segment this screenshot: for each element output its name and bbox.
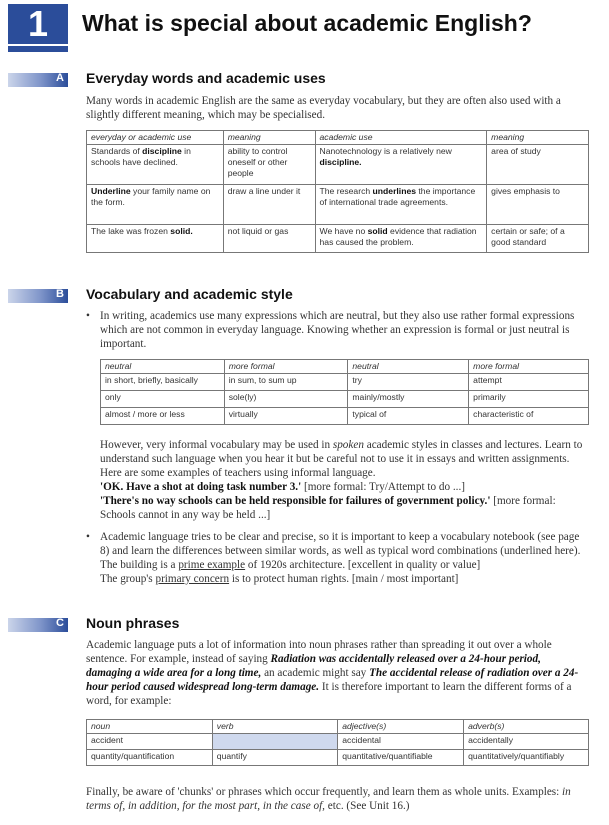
- table-cell: quantify: [212, 750, 337, 766]
- table-header-cell: academic use: [315, 131, 487, 145]
- table-cell: quantitatively/quantifiably: [464, 750, 589, 766]
- unit-accent-bar: [8, 46, 68, 52]
- cell-text: in schools have declined.: [91, 146, 191, 167]
- cell-keyword: solid: [367, 226, 388, 236]
- section-c-title: Noun phrases: [86, 615, 180, 631]
- table-header-cell: meaning: [223, 131, 315, 145]
- cell-text: Nanotechnology is a relatively new: [319, 146, 452, 156]
- table-cell: try: [348, 374, 469, 391]
- table-header-cell: meaning: [487, 131, 589, 145]
- section-b-title: Vocabulary and academic style: [86, 286, 293, 302]
- bullet-text-block: [100, 530, 586, 586]
- para-text: is to protect human rights. [main / most important]: [229, 573, 459, 585]
- section-c-table: [86, 719, 589, 766]
- section-b-bullet-1: [86, 309, 586, 351]
- section-b-table: [100, 359, 589, 425]
- example-quote: 'There's no way schools can be held responsible for failures of government policy.': [100, 495, 491, 507]
- cell-keyword: Underline: [91, 186, 131, 196]
- page-title: What is special about academic English?: [82, 10, 532, 36]
- table-header-cell: neutral: [348, 360, 469, 374]
- para-text: It is therefore important to learn the different forms of a word, for example:: [86, 681, 572, 707]
- table-cell: gives emphasis to: [487, 185, 589, 225]
- example-1: [100, 480, 588, 494]
- cell-text: Standards of: [91, 146, 143, 156]
- cell-keyword: underlines: [372, 186, 417, 196]
- section-b-informal-paragraph: [100, 438, 588, 522]
- cell-keyword: discipline: [142, 146, 182, 156]
- cell-text: your family name on the form.: [91, 186, 211, 207]
- table-row: [87, 225, 589, 253]
- table-header-cell: more formal: [469, 360, 589, 374]
- para-text: The group's: [100, 573, 156, 585]
- table-cell: accident: [87, 734, 213, 750]
- para-italic: spoken: [332, 439, 364, 451]
- informal-text: [100, 438, 588, 480]
- table-cell: accidental: [338, 734, 464, 750]
- cell-text: The research: [319, 186, 373, 196]
- table-cell: [87, 225, 224, 253]
- section-c-paragraph: [86, 638, 586, 708]
- section-c-letter: C: [56, 617, 64, 629]
- noun-phrase-text: [86, 638, 586, 708]
- cell-text: evidence that radiation has caused the problem.: [319, 226, 477, 247]
- example-note: [more formal: Try/Attempt to do ...]: [301, 481, 465, 493]
- table-header-cell: everyday or academic use: [87, 131, 224, 145]
- table-cell-empty: [212, 734, 337, 750]
- section-b-header: [8, 286, 508, 303]
- table-cell: [87, 185, 224, 225]
- table-row: [87, 185, 589, 225]
- section-a-table: [86, 130, 589, 253]
- section-a-intro: [86, 94, 586, 122]
- table-cell: ability to control oneself or other people: [223, 145, 315, 185]
- table-cell: [87, 145, 224, 185]
- para-italic: in terms of, in addition, for the most part, in the case of,: [86, 786, 571, 812]
- table-header-row: [87, 720, 589, 734]
- table-cell: area of study: [487, 145, 589, 185]
- para-text: an academic might say: [261, 667, 370, 679]
- example-italic: The accidental release of radiation over a 24-hour period caused widespread long-term damage.: [86, 667, 579, 693]
- table-row: [87, 750, 589, 766]
- para-text: Academic language puts a lot of information into noun phrases rather than spreading it out over a whole sentence. For example, instead of saying: [86, 639, 552, 665]
- table-row: [101, 408, 589, 425]
- table-row: [87, 734, 589, 750]
- table-row: [87, 145, 589, 185]
- table-cell: [315, 185, 487, 225]
- table-cell: only: [101, 391, 225, 408]
- table-header-row: [101, 360, 589, 374]
- table-cell: sole(ly): [224, 391, 348, 408]
- example-quote: 'OK. Have a shot at doing task number 3.': [100, 481, 302, 493]
- unit-number-badge: 1: [8, 4, 68, 44]
- section-c-chunks-paragraph: [86, 785, 586, 813]
- table-cell: primarily: [469, 391, 589, 408]
- table-cell: not liquid or gas: [223, 225, 315, 253]
- bullet-dot: •: [86, 531, 90, 543]
- cell-text: the importance of international trade agreements.: [319, 186, 476, 207]
- cell-text: We have no: [319, 226, 368, 236]
- example-2: [100, 494, 588, 522]
- table-header-row: [87, 131, 589, 145]
- table-cell: draw a line under it: [223, 185, 315, 225]
- table-header-cell: verb: [212, 720, 337, 734]
- para-text: academic styles in classes and lectures. Learn to understand such language when you hear it but be careful not to use it in essays and written assignments. Here are some examples of teachers using informal language.: [100, 439, 583, 479]
- bullet-dot: •: [86, 310, 90, 322]
- table-header-cell: more formal: [224, 360, 348, 374]
- section-a-intro-text: Many words in academic English are the same as everyday vocabulary, but they are often also used with a slightly different meaning, which may be specialised.: [86, 95, 561, 121]
- para-text: The building is a: [100, 559, 179, 571]
- underlined-collocation: prime example: [178, 559, 246, 571]
- table-cell: virtually: [224, 408, 348, 425]
- section-a-letter: A: [56, 72, 64, 84]
- section-c-header: [8, 615, 508, 632]
- table-header-cell: noun: [87, 720, 213, 734]
- section-a-header: [8, 70, 508, 87]
- para-text: However, very informal vocabulary may be used in: [100, 439, 333, 451]
- chunks-text: [86, 785, 586, 813]
- section-b-letter: B: [56, 288, 64, 300]
- table-cell: typical of: [348, 408, 469, 425]
- underlined-collocation: primary concern: [155, 573, 230, 585]
- bullet-text: Academic language tries to be clear and precise, so it is important to keep a vocabulary notebook (see page 8) and learn the differences between similar words, as well as typical word combinations (underlined here).: [100, 531, 581, 557]
- table-cell: [315, 225, 487, 253]
- table-cell: almost / more or less: [101, 408, 225, 425]
- section-b-bullet-2: [86, 530, 586, 586]
- para-text: of 1920s architecture. [excellent in quality or value]: [245, 559, 481, 571]
- table-header-cell: adjective(s): [338, 720, 464, 734]
- para-text: etc. (See Unit 16.): [324, 800, 410, 812]
- table-row: [101, 391, 589, 408]
- table-cell: certain or safe; of a good standard: [487, 225, 589, 253]
- table-header-cell: neutral: [101, 360, 225, 374]
- table-header-cell: adverb(s): [464, 720, 589, 734]
- example-4: [100, 572, 586, 586]
- table-cell: accidentally: [464, 734, 589, 750]
- table-cell: in short, briefly, basically: [101, 374, 225, 391]
- table-cell: quantitative/quantifiable: [338, 750, 464, 766]
- table-cell: mainly/mostly: [348, 391, 469, 408]
- cell-keyword: solid.: [170, 226, 193, 236]
- example-3: [100, 558, 586, 572]
- bullet-text: In writing, academics use many expressions which are neutral, but they also use rather formal expressions which are not common in everyday language. Knowing whether an expression is formal or just neutral is important.: [100, 310, 575, 350]
- table-cell: quantity/quantification: [87, 750, 213, 766]
- table-cell: in sum, to sum up: [224, 374, 348, 391]
- section-a-title: Everyday words and academic uses: [86, 70, 326, 86]
- para-text: Finally, be aware of 'chunks' or phrases which occur frequently, and learn them as whole units. Examples:: [86, 786, 563, 798]
- example-italic: Radiation was accidentally released over a 24-hour period, damaging a wide area for a long time,: [86, 653, 541, 679]
- table-cell: characteristic of: [469, 408, 589, 425]
- table-row: [101, 374, 589, 391]
- table-cell: [315, 145, 487, 185]
- cell-text: The lake was frozen: [91, 226, 171, 236]
- table-cell: attempt: [469, 374, 589, 391]
- cell-keyword: discipline.: [319, 157, 362, 167]
- example-note: [more formal: Schools cannot in any way be held ...]: [100, 495, 556, 521]
